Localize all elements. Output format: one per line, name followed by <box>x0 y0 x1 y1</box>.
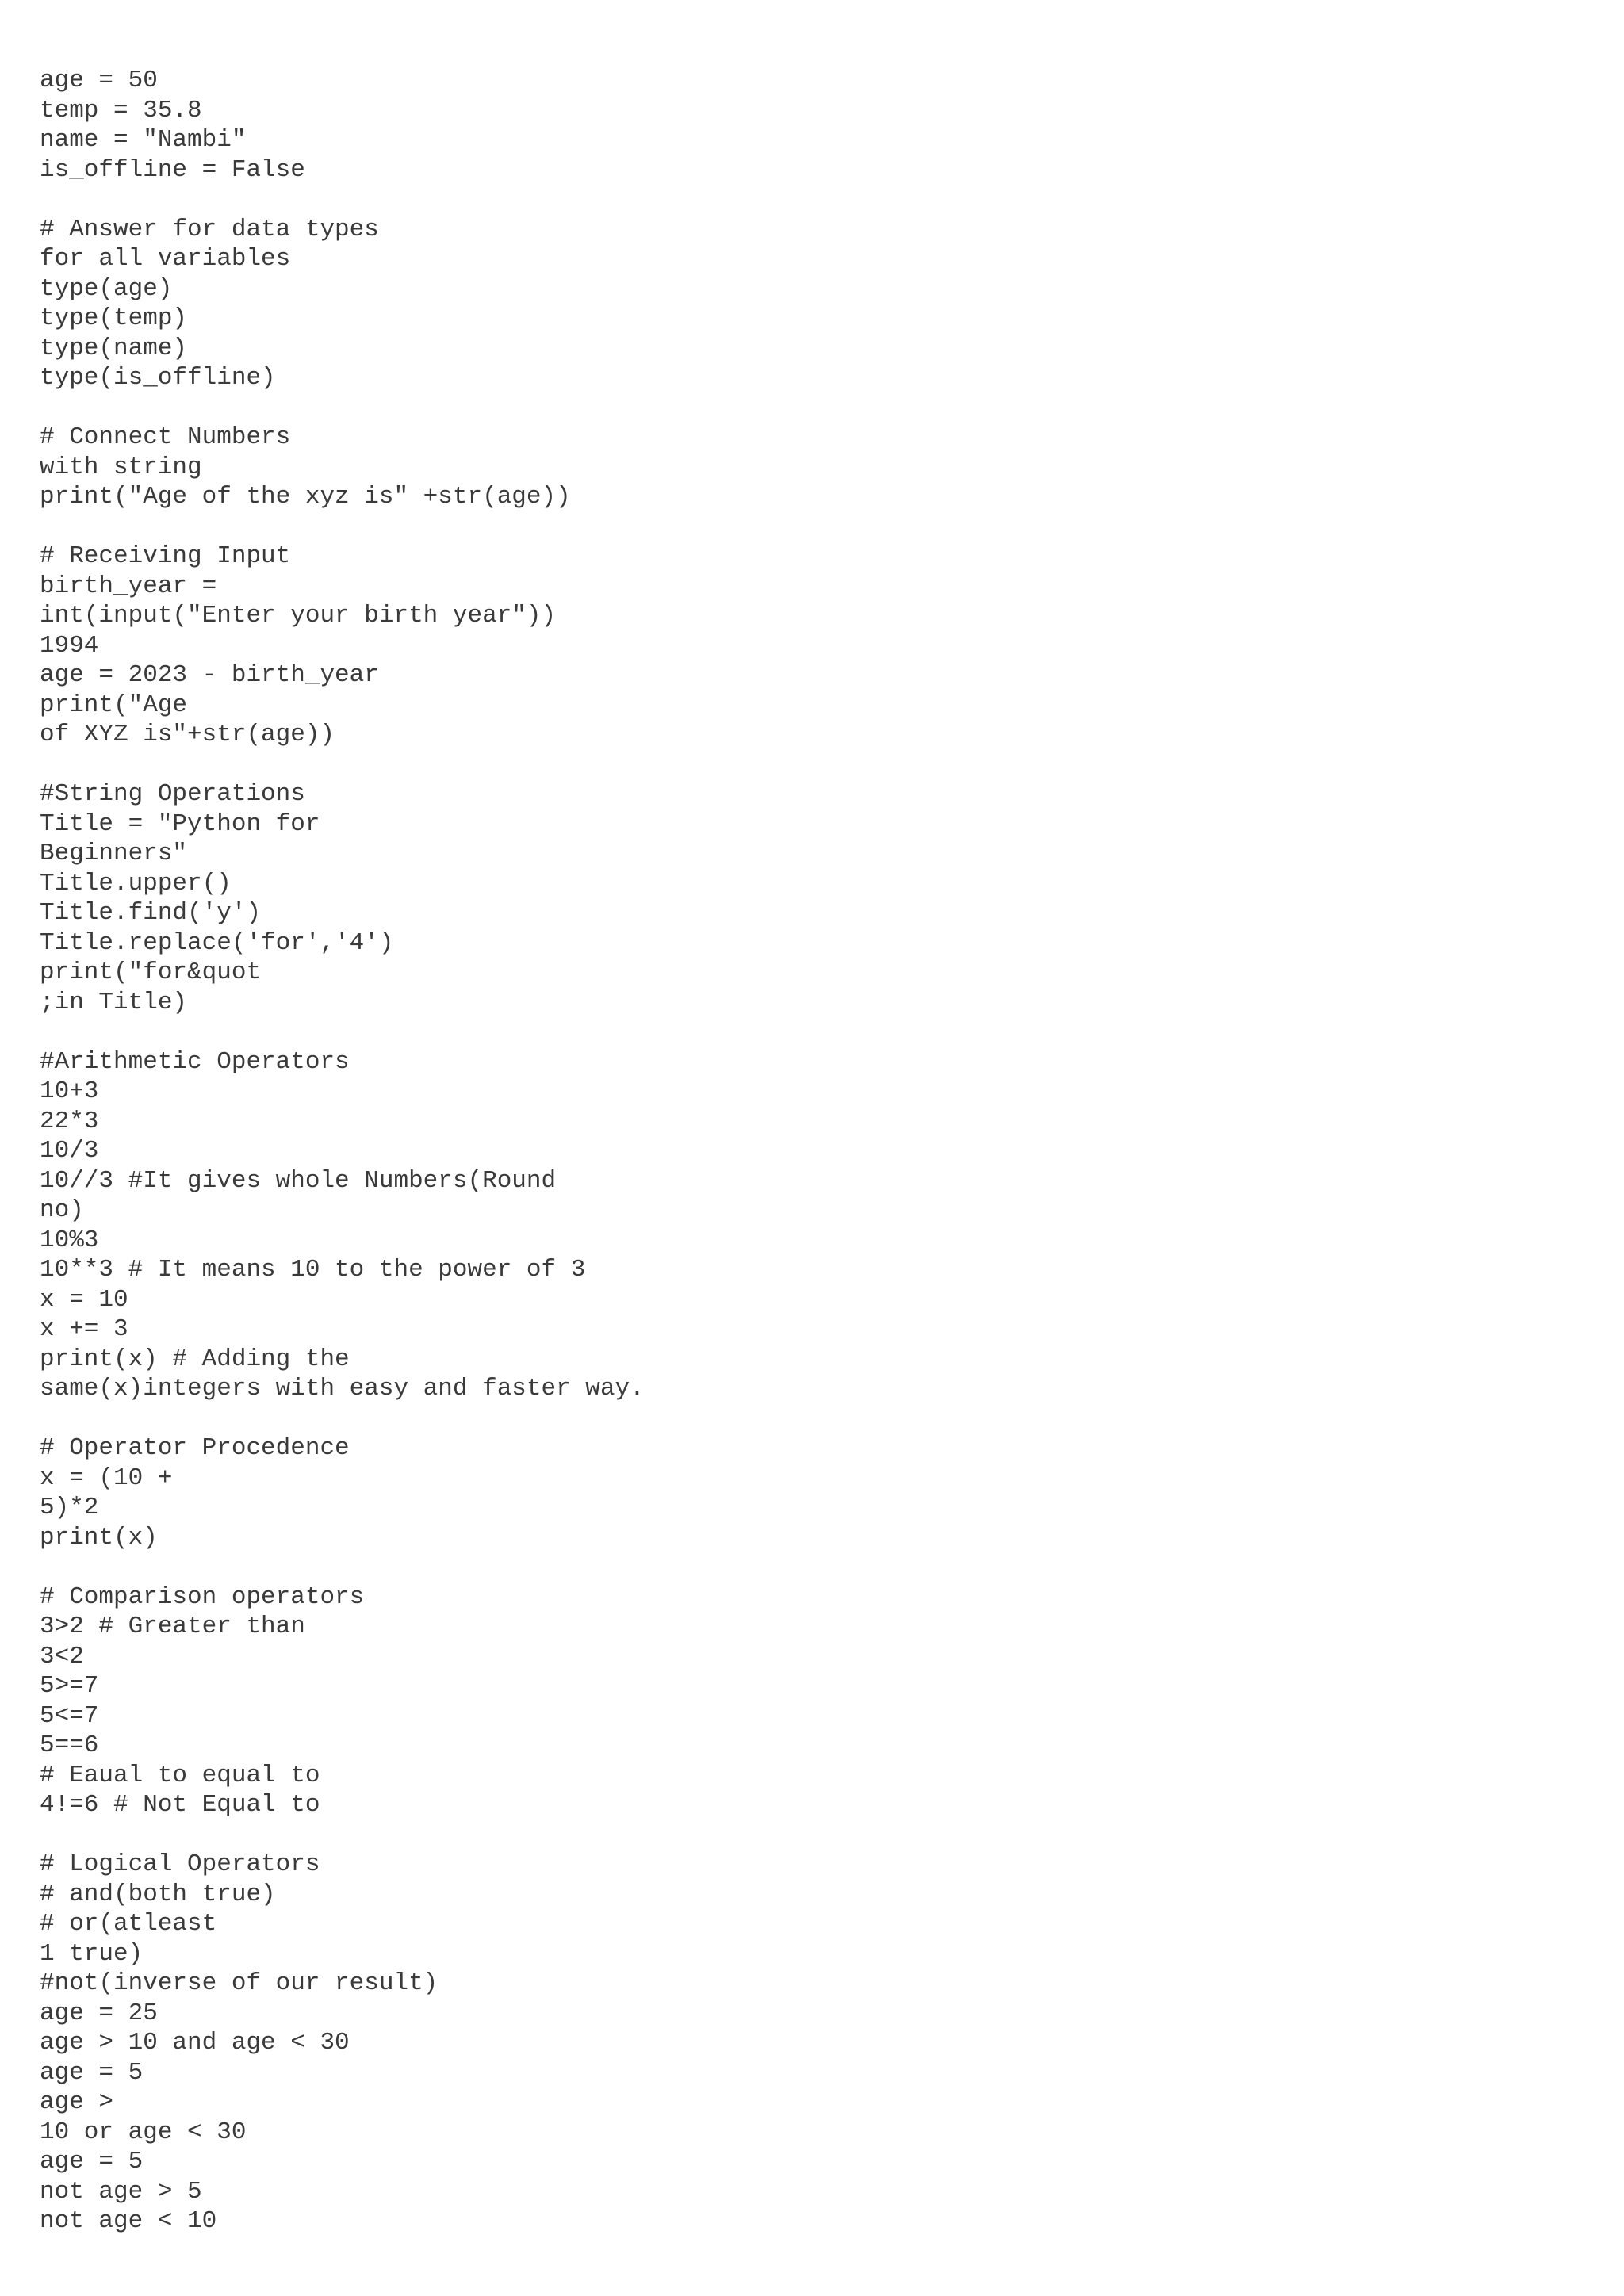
code-line: x = (10 + <box>40 1464 173 1492</box>
code-line: 1 true) <box>40 1939 144 1968</box>
code-line: Title.find('y') <box>40 899 262 927</box>
code-line: # and(both true) <box>40 1880 276 1908</box>
code-line: with string <box>40 453 202 481</box>
code-line: of XYZ is"+str(age)) <box>40 721 335 748</box>
code-line: # or(atleast <box>40 1910 217 1938</box>
code-line: #Arithmetic Operators <box>40 1047 350 1076</box>
code-line: not age > 5 <box>40 2177 202 2206</box>
code-line: Title.upper() <box>40 869 232 897</box>
code-line: 5==6 <box>40 1732 99 1759</box>
code-line: int(input("Enter your birth year")) <box>40 602 557 629</box>
code-line: 1994 <box>40 631 99 660</box>
code-line: x += 3 <box>40 1315 128 1343</box>
code-line: #not(inverse of our result) <box>40 1969 439 1997</box>
blank-line <box>40 1404 645 1434</box>
code-line: print("for&quot <box>40 959 262 986</box>
blank-line <box>40 512 645 542</box>
code-line: type(age) <box>40 274 173 303</box>
blank-line <box>40 750 645 780</box>
code-line: # Receiving Input <box>40 542 291 570</box>
code-line: # Logical Operators <box>40 1850 320 1878</box>
code-line: 10+3 <box>40 1077 99 1105</box>
code-line: age = 2023 - birth_year <box>40 661 379 689</box>
code-line: 10/3 <box>40 1137 99 1165</box>
blank-line <box>40 393 645 423</box>
code-line: age = 5 <box>40 2058 144 2087</box>
code-line: # Answer for data types <box>40 215 379 243</box>
code-line: temp = 35.8 <box>40 96 202 124</box>
code-line: for all variables <box>40 245 291 273</box>
code-line: 5<=7 <box>40 1701 99 1730</box>
code-line: # Operator Procedence <box>40 1434 350 1462</box>
blank-line <box>40 1552 645 1582</box>
code-line: Title.replace('for','4') <box>40 928 394 957</box>
code-line: 10//3 #It gives whole Numbers(Round <box>40 1166 557 1195</box>
code-line: type(temp) <box>40 304 188 332</box>
code-line: 4!=6 # Not Equal to <box>40 1791 320 1819</box>
code-line: print(x) # Adding the <box>40 1345 350 1373</box>
code-line: type(name) <box>40 334 188 362</box>
code-line: 3>2 # Greater than <box>40 1613 305 1640</box>
code-line: age > <box>40 2088 114 2116</box>
code-line: 10%3 <box>40 1226 99 1254</box>
code-line: no) <box>40 1196 84 1224</box>
code-line: # Connect Numbers <box>40 423 291 451</box>
code-line: print(x) <box>40 1523 158 1552</box>
code-line: # Eaual to equal to <box>40 1761 320 1789</box>
code-line: 10 or age < 30 <box>40 2118 247 2146</box>
python-notes-code <box>40 66 645 2237</box>
code-line: age > 10 and age < 30 <box>40 2029 350 2057</box>
code-line: print("Age <box>40 691 188 719</box>
code-line: print("Age of the xyz is" +str(age)) <box>40 483 571 511</box>
code-line: same(x)integers with easy and faster way. <box>40 1375 645 1402</box>
code-line: age = 25 <box>40 1999 158 2027</box>
code-line: birth_year = <box>40 572 217 600</box>
blank-line <box>40 185 645 215</box>
blank-line <box>40 1820 645 1850</box>
code-line: 3<2 <box>40 1642 84 1670</box>
code-line: age = 5 <box>40 2148 144 2175</box>
code-line: ;in Title) <box>40 988 188 1016</box>
code-line: age = 50 <box>40 67 158 94</box>
code-line: Beginners" <box>40 840 188 867</box>
code-line: #String Operations <box>40 780 305 808</box>
code-line: type(is_offline) <box>40 364 276 392</box>
code-line: # Comparison operators <box>40 1582 365 1611</box>
blank-line <box>40 1017 645 1047</box>
code-line: 22*3 <box>40 1107 99 1135</box>
code-line: 5)*2 <box>40 1494 99 1521</box>
code-line: 10**3 # It means 10 to the power of 3 <box>40 1256 586 1284</box>
code-line: Title = "Python for <box>40 809 320 838</box>
code-line: is_offline = False <box>40 155 305 184</box>
code-line: not age < 10 <box>40 2207 217 2235</box>
code-line: 5>=7 <box>40 1672 99 1700</box>
code-line: name = "Nambi" <box>40 126 247 154</box>
code-line: x = 10 <box>40 1285 128 1314</box>
